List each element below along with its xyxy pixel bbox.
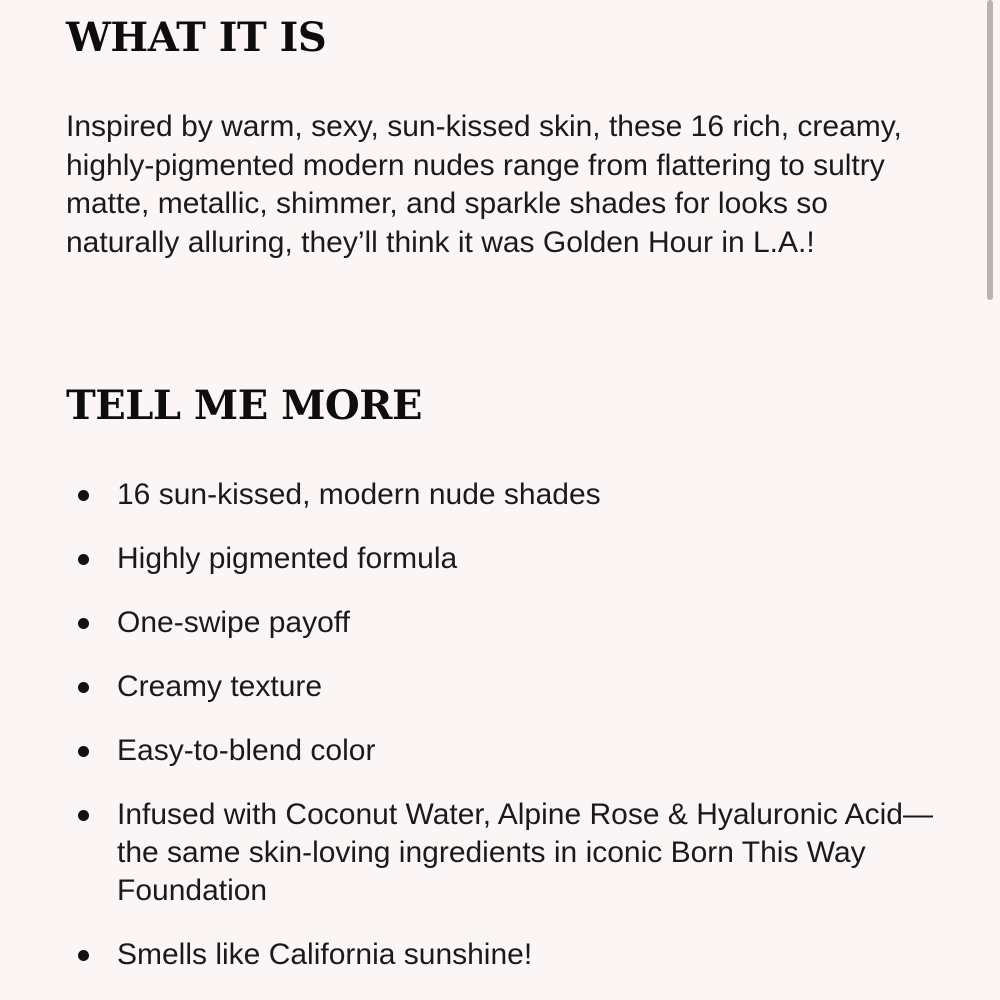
list-item-text: Infused with Coconut Water, Alpine Rose & Hyaluronic Acid—the same skin-loving ingredients in iconic Born This Way Foundation [117, 798, 933, 907]
list-item-text: One-swipe payoff [117, 606, 350, 639]
list-item [66, 476, 936, 514]
bullet-icon [78, 746, 89, 757]
list-item [66, 604, 936, 642]
list-item-text: Easy-to-blend color [117, 734, 376, 767]
bullet-icon [78, 950, 89, 961]
list-item-text: Smells like California sunshine! [117, 938, 533, 971]
tell-me-more-heading: TELL ME MORE [66, 382, 422, 429]
bullet-icon [78, 682, 89, 693]
list-item-text: 16 sun-kissed, modern nude shades [117, 478, 601, 511]
what-it-is-heading: WHAT IT IS [66, 14, 327, 61]
list-item-text: Highly pigmented formula [117, 542, 458, 575]
list-item [66, 796, 936, 910]
list-item-text: Creamy texture [117, 670, 323, 703]
list-item [66, 732, 936, 770]
what-it-is-description: Inspired by warm, sexy, sun-kissed skin, these 16 rich, creamy, highly-pigmented modern nudes range from flattering to sultry matte, metallic, shimmer, and sparkle shades for looks so naturally alluring, they’ll think it was Golden Hour in L.A.! [66, 110, 902, 259]
bullet-icon [78, 810, 89, 821]
bullet-icon [78, 490, 89, 501]
list-item [66, 668, 936, 706]
features-list [66, 476, 936, 1000]
list-item [66, 540, 936, 578]
bullet-icon [78, 554, 89, 565]
scrollbar[interactable] [987, 0, 993, 300]
list-item [66, 936, 936, 974]
bullet-icon [78, 618, 89, 629]
